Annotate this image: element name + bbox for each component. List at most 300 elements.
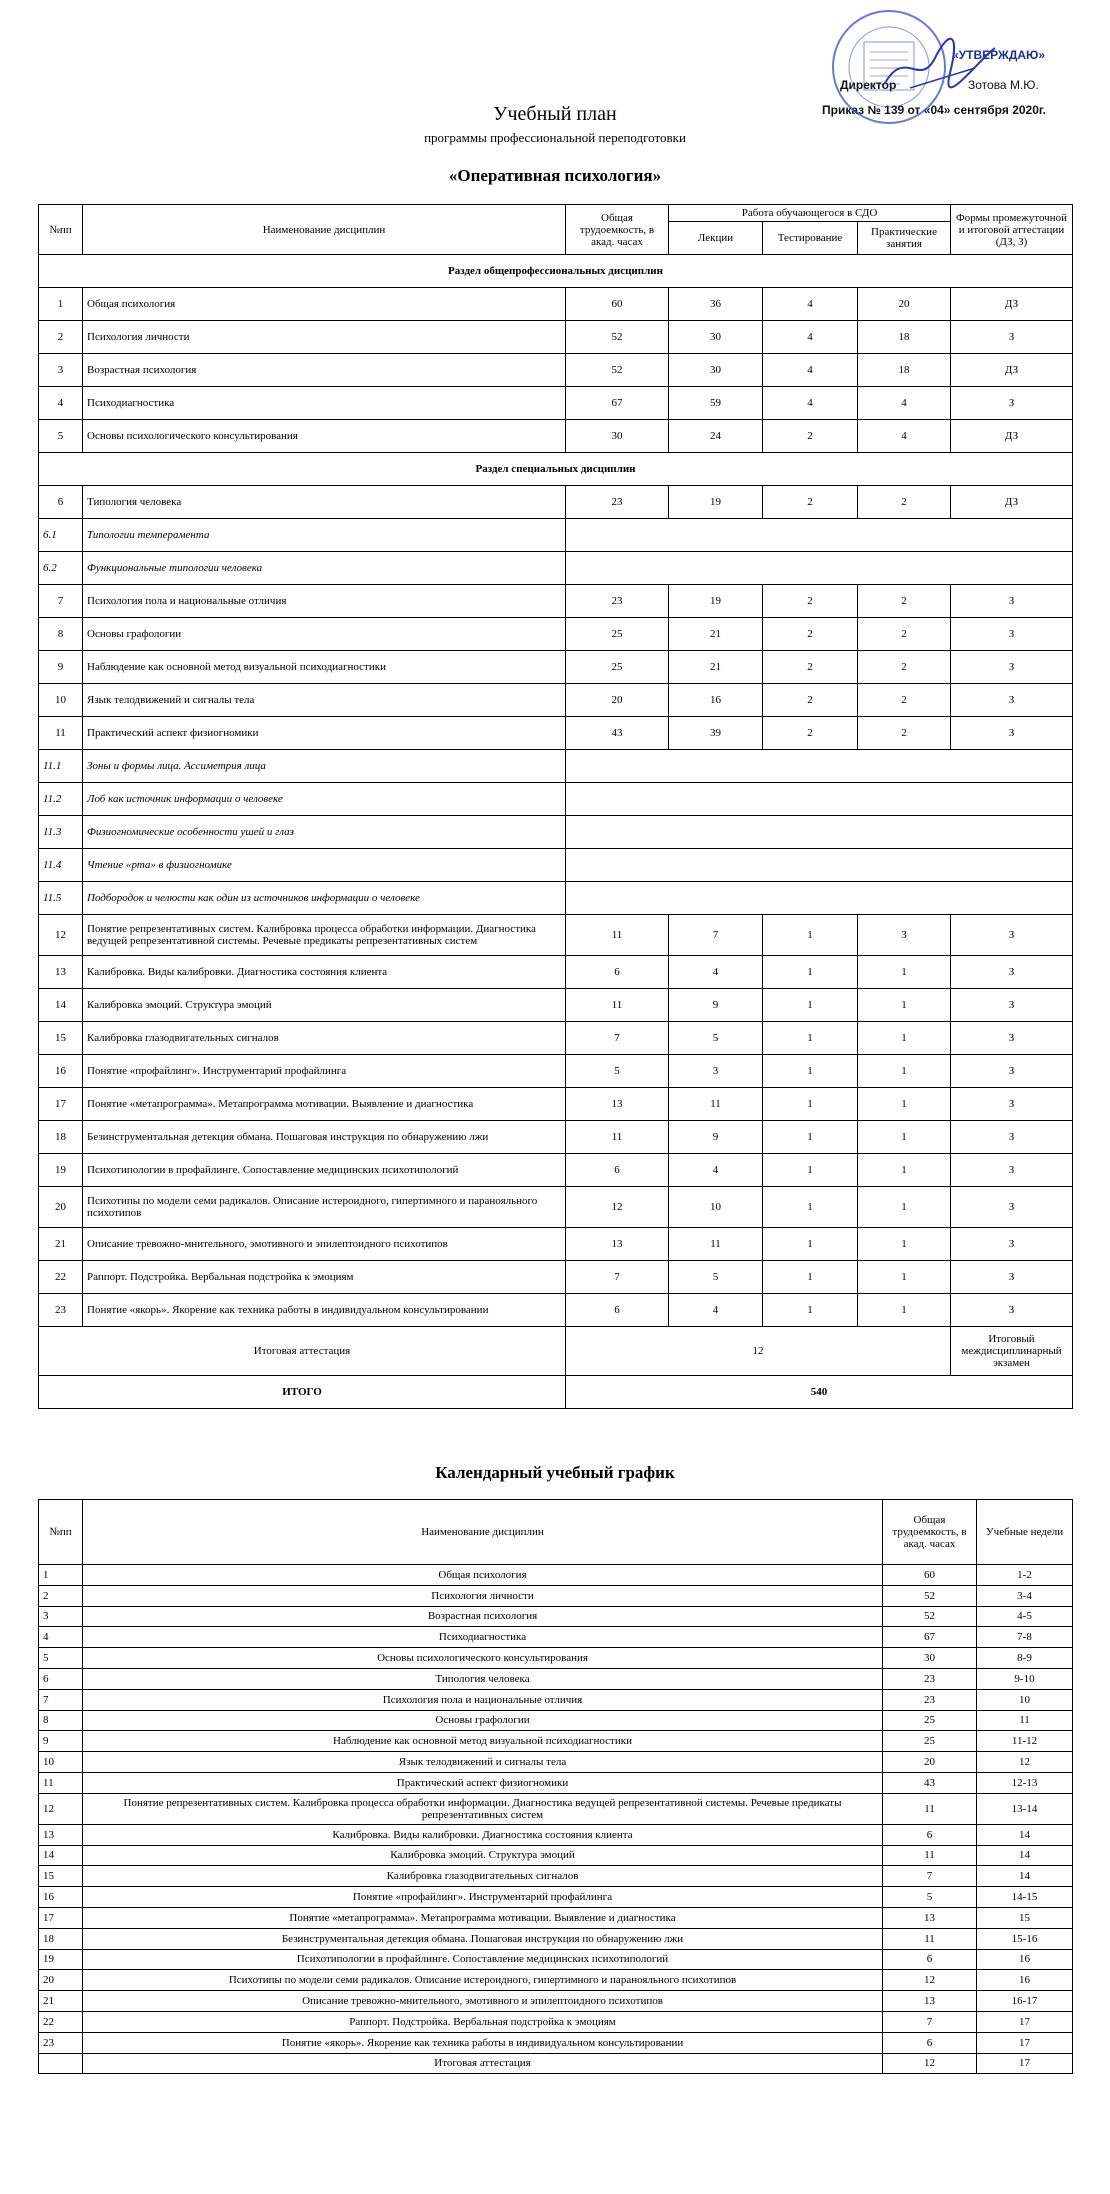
table-row	[39, 585, 1073, 618]
row-practice: 20	[858, 288, 951, 321]
row-lectures: 24	[669, 420, 763, 453]
row-practice: 1	[858, 1088, 951, 1121]
cal-row-name: Калибровка. Виды калибровки. Диагностика состояния клиента	[83, 1824, 883, 1845]
row-lectures: 9	[669, 1121, 763, 1154]
sub-name: Зоны и формы лица. Ассиметрия лица	[83, 750, 566, 783]
total-hours: 540	[566, 1376, 1073, 1409]
cal-row-name: Язык телодвижений и сигналы тела	[83, 1752, 883, 1773]
row-name: Психотипологии в профайлинге. Сопоставление медицинских психотипологий	[83, 1154, 566, 1187]
empty-cell	[566, 783, 1073, 816]
cal-row-hours: 20	[883, 1752, 977, 1773]
row-name: Наблюдение как основной метод визуальной психодиагностики	[83, 651, 566, 684]
cal-row-hours: 11	[883, 1845, 977, 1866]
row-practice: 18	[858, 321, 951, 354]
row-total-hours: 23	[566, 486, 669, 519]
row-number: 23	[39, 1294, 83, 1327]
row-number: 21	[39, 1228, 83, 1261]
sub-row	[39, 519, 1073, 552]
cal-row-hours: 52	[883, 1606, 977, 1627]
calendar-row	[39, 1866, 1073, 1887]
cal-row-hours: 52	[883, 1585, 977, 1606]
row-practice: 1	[858, 1022, 951, 1055]
row-number: 19	[39, 1154, 83, 1187]
table-row	[39, 1294, 1073, 1327]
cal-row-name: Психодиагностика	[83, 1627, 883, 1648]
row-number: 9	[39, 651, 83, 684]
director-label: Директор	[840, 78, 897, 92]
row-form: З	[951, 1228, 1073, 1261]
cal-row-name: Основы графологии	[83, 1710, 883, 1731]
row-lectures: 30	[669, 321, 763, 354]
sub-number: 11.2	[39, 783, 83, 816]
cal-row-name: Типология человека	[83, 1668, 883, 1689]
order-text: Приказ № 139 от «04» сентября 2020г.	[822, 103, 1047, 117]
row-total-hours: 5	[566, 1055, 669, 1088]
cal-row-number: 7	[39, 1689, 83, 1710]
cal-row-name: Возрастная психология	[83, 1606, 883, 1627]
row-lectures: 19	[669, 486, 763, 519]
sub-name: Лоб как источник информации о человеке	[83, 783, 566, 816]
cal-row-hours: 6	[883, 1824, 977, 1845]
cal-row-hours: 25	[883, 1731, 977, 1752]
cal-row-hours: 7	[883, 2011, 977, 2032]
sub-name: Типологии темперамента	[83, 519, 566, 552]
cal-row-weeks: 14	[977, 1866, 1073, 1887]
cal-row-name: Психотипы по модели семи радикалов. Описание истероидного, гипертимного и паранояльного психотипов	[83, 1970, 883, 1991]
cal-row-name: Понятие репрезентативных систем. Калибровка процесса обработки информации. Диагностика ведущей репрезентативной системы. Речевые предикаты репрезентативных систем	[83, 1793, 883, 1824]
cal-row-name: Психология пола и национальные отличия	[83, 1689, 883, 1710]
row-name: Понятие «метапрограмма». Метапрограмма мотивации. Выявление и диагностика	[83, 1088, 566, 1121]
row-form: З	[951, 651, 1073, 684]
sub-row	[39, 552, 1073, 585]
cal-row-weeks: 17	[977, 2011, 1073, 2032]
row-total-hours: 7	[566, 1261, 669, 1294]
director-name: Зотова М.Ю.	[968, 78, 1039, 92]
cal-row-weeks: 11-12	[977, 1731, 1073, 1752]
sub-number: 11.4	[39, 849, 83, 882]
row-testing: 1	[763, 1022, 858, 1055]
row-total-hours: 25	[566, 651, 669, 684]
cal-row-name: Понятие «метапрограмма». Метапрограмма мотивации. Выявление и диагностика	[83, 1907, 883, 1928]
cal-row-name: Калибровка эмоций. Структура эмоций	[83, 1845, 883, 1866]
row-name: Возрастная психология	[83, 354, 566, 387]
program-name: «Оперативная психология»	[448, 166, 662, 185]
row-name: Калибровка. Виды калибровки. Диагностика состояния клиента	[83, 956, 566, 989]
header-total: Общая трудоемкость, в акад. часах	[566, 205, 669, 255]
calendar-row	[39, 1845, 1073, 1866]
row-name: Раппорт. Подстройка. Вербальная подстройка к эмоциям	[83, 1261, 566, 1294]
calendar-row	[39, 2032, 1073, 2053]
calendar-row	[39, 1731, 1073, 1752]
calendar-table	[38, 1499, 1073, 2074]
row-name: Практический аспект физиогномики	[83, 717, 566, 750]
header-name: Наименование дисциплин	[83, 205, 566, 255]
row-total-hours: 67	[566, 387, 669, 420]
row-testing: 4	[763, 288, 858, 321]
cal-row-weeks: 17	[977, 2032, 1073, 2053]
cal-row-weeks: 14	[977, 1824, 1073, 1845]
row-name: Основы психологического консультирования	[83, 420, 566, 453]
row-testing: 1	[763, 1088, 858, 1121]
table-row	[39, 1121, 1073, 1154]
row-lectures: 21	[669, 618, 763, 651]
header-testing: Тестирование	[763, 222, 858, 255]
row-practice: 1	[858, 1154, 951, 1187]
cal-row-number: 21	[39, 1991, 83, 2012]
study-plan-table	[38, 204, 1073, 1409]
row-form: З	[951, 1294, 1073, 1327]
page-subtitle: программы профессиональной переподготовки	[424, 130, 686, 145]
cal-row-weeks: 4-5	[977, 1606, 1073, 1627]
sub-number: 6.2	[39, 552, 83, 585]
row-practice: 1	[858, 1121, 951, 1154]
final-label: Итоговая аттестация	[39, 1327, 566, 1376]
cal-row-hours: 23	[883, 1668, 977, 1689]
cal-row-number: 2	[39, 1585, 83, 1606]
row-testing: 1	[763, 1055, 858, 1088]
cal-row-hours: 67	[883, 1627, 977, 1648]
row-testing: 1	[763, 956, 858, 989]
header-work: Работа обучающегося в СДО	[669, 205, 951, 222]
cal-row-hours: 13	[883, 1991, 977, 2012]
row-lectures: 11	[669, 1088, 763, 1121]
cal-header-num: №пп	[39, 1500, 83, 1565]
row-total-hours: 6	[566, 1154, 669, 1187]
row-name: Психодиагностика	[83, 387, 566, 420]
row-number: 4	[39, 387, 83, 420]
approve-label: «УТВЕРЖДАЮ»	[952, 48, 1046, 62]
calendar-row	[39, 1689, 1073, 1710]
row-form: З	[951, 1261, 1073, 1294]
row-number: 1	[39, 288, 83, 321]
row-number: 20	[39, 1187, 83, 1228]
calendar-row	[39, 1710, 1073, 1731]
row-name: Калибровка глазодвигательных сигналов	[83, 1022, 566, 1055]
calendar-row	[39, 1928, 1073, 1949]
cal-row-weeks: 7-8	[977, 1627, 1073, 1648]
sub-name: Подбородок и челюсти как один из источников информации о человеке	[83, 882, 566, 915]
section-general: Раздел общепрофессиональных дисциплин	[39, 255, 1073, 288]
cal-row-number: 18	[39, 1928, 83, 1949]
cal-row-number: 14	[39, 1845, 83, 1866]
row-total-hours: 30	[566, 420, 669, 453]
row-testing: 1	[763, 1121, 858, 1154]
sub-name: Физиогномические особенности ушей и глаз	[83, 816, 566, 849]
header-practice: Практические занятия	[858, 222, 951, 255]
cal-row-hours: 11	[883, 1928, 977, 1949]
cal-row-number: 19	[39, 1949, 83, 1970]
cal-row-name: Психотипологии в профайлинге. Сопоставление медицинских психотипологий	[83, 1949, 883, 1970]
row-number: 17	[39, 1088, 83, 1121]
row-testing: 2	[763, 486, 858, 519]
row-form: З	[951, 618, 1073, 651]
calendar-row	[39, 1949, 1073, 1970]
row-name: Общая психология	[83, 288, 566, 321]
cal-row-number: 20	[39, 1970, 83, 1991]
row-form: ДЗ	[951, 354, 1073, 387]
row-lectures: 5	[669, 1022, 763, 1055]
row-total-hours: 11	[566, 915, 669, 956]
row-form: З	[951, 915, 1073, 956]
row-testing: 1	[763, 1261, 858, 1294]
table-row	[39, 1154, 1073, 1187]
cal-row-number: 15	[39, 1866, 83, 1887]
row-form: ДЗ	[951, 288, 1073, 321]
row-name: Понятие «профайлинг». Инструментарий профайлинга	[83, 1055, 566, 1088]
cal-row-number: 6	[39, 1668, 83, 1689]
cal-row-hours: 13	[883, 1907, 977, 1928]
cal-row-name: Психология личности	[83, 1585, 883, 1606]
cal-row-weeks: 3-4	[977, 1585, 1073, 1606]
page-title: Учебный план	[493, 103, 617, 125]
row-form: З	[951, 1121, 1073, 1154]
row-testing: 2	[763, 651, 858, 684]
row-lectures: 36	[669, 288, 763, 321]
cal-row-number: 11	[39, 1772, 83, 1793]
row-name: Основы графологии	[83, 618, 566, 651]
calendar-row	[39, 1648, 1073, 1669]
row-number: 5	[39, 420, 83, 453]
calendar-row	[39, 1793, 1073, 1824]
row-testing: 4	[763, 387, 858, 420]
empty-cell	[566, 816, 1073, 849]
row-lectures: 9	[669, 989, 763, 1022]
calendar-row	[39, 1752, 1073, 1773]
row-lectures: 4	[669, 1294, 763, 1327]
sub-name: Функциональные типологии человека	[83, 552, 566, 585]
empty-cell	[566, 552, 1073, 585]
sub-number: 6.1	[39, 519, 83, 552]
table-row	[39, 1187, 1073, 1228]
table-row	[39, 989, 1073, 1022]
row-total-hours: 11	[566, 989, 669, 1022]
row-number: 2	[39, 321, 83, 354]
row-number: 14	[39, 989, 83, 1022]
empty-cell	[566, 882, 1073, 915]
row-number: 3	[39, 354, 83, 387]
cal-row-weeks: 16	[977, 1970, 1073, 1991]
table-row	[39, 420, 1073, 453]
cal-row-name: Общая психология	[83, 1565, 883, 1586]
cal-row-weeks: 10	[977, 1689, 1073, 1710]
row-number: 16	[39, 1055, 83, 1088]
row-lectures: 4	[669, 1154, 763, 1187]
header-num: №пп	[39, 205, 83, 255]
cal-row-number: 5	[39, 1648, 83, 1669]
row-practice: 1	[858, 1294, 951, 1327]
cal-row-number: 13	[39, 1824, 83, 1845]
row-testing: 2	[763, 420, 858, 453]
sub-number: 11.1	[39, 750, 83, 783]
row-form: З	[951, 684, 1073, 717]
cal-row-weeks: 9-10	[977, 1668, 1073, 1689]
row-practice: 4	[858, 387, 951, 420]
row-name: Понятие репрезентативных систем. Калибровка процесса обработки информации. Диагностика ведущей репрезентативной системы. Речевые предикаты репрезентативных систем	[83, 915, 566, 956]
cal-header-weeks: Учебные недели	[977, 1500, 1073, 1565]
row-practice: 2	[858, 585, 951, 618]
sub-row	[39, 849, 1073, 882]
row-form: З	[951, 956, 1073, 989]
cal-row-hours: 43	[883, 1772, 977, 1793]
cal-row-hours: 12	[883, 1970, 977, 1991]
cal-row-name: Описание тревожно-мнительного, эмотивного и эпилептоидного психотипов	[83, 1991, 883, 2012]
row-number: 18	[39, 1121, 83, 1154]
cal-row-name: Калибровка глазодвигательных сигналов	[83, 1866, 883, 1887]
row-form: З	[951, 1022, 1073, 1055]
row-practice: 1	[858, 989, 951, 1022]
row-practice: 2	[858, 486, 951, 519]
row-form: З	[951, 717, 1073, 750]
cal-row-number: 3	[39, 1606, 83, 1627]
calendar-row	[39, 1824, 1073, 1845]
row-practice: 1	[858, 956, 951, 989]
cal-row-name: Безинструментальная детекция обмана. Пошаговая инструкция по обнаружению лжи	[83, 1928, 883, 1949]
row-total-hours: 23	[566, 585, 669, 618]
calendar-row	[39, 1606, 1073, 1627]
row-practice: 1	[858, 1055, 951, 1088]
row-practice: 18	[858, 354, 951, 387]
cal-row-hours: 6	[883, 1949, 977, 1970]
row-lectures: 3	[669, 1055, 763, 1088]
row-testing: 2	[763, 618, 858, 651]
row-total-hours: 25	[566, 618, 669, 651]
calendar-row	[39, 1627, 1073, 1648]
row-lectures: 4	[669, 956, 763, 989]
row-lectures: 11	[669, 1228, 763, 1261]
row-practice: 1	[858, 1261, 951, 1294]
table-row	[39, 288, 1073, 321]
calendar-row	[39, 1565, 1073, 1586]
row-testing: 2	[763, 585, 858, 618]
cal-row-weeks: 16-17	[977, 1991, 1073, 2012]
row-name: Описание тревожно-мнительного, эмотивного и эпилептоидного психотипов	[83, 1228, 566, 1261]
table-row	[39, 684, 1073, 717]
final-hours: 12	[566, 1327, 951, 1376]
cal-row-weeks: 8-9	[977, 1648, 1073, 1669]
cal-row-name: Понятие «якорь». Якорение как техника работы в индивидуальном консультировании	[83, 2032, 883, 2053]
row-total-hours: 20	[566, 684, 669, 717]
cal-row-name: Основы психологического консультирования	[83, 1648, 883, 1669]
table-row	[39, 1228, 1073, 1261]
row-total-hours: 13	[566, 1228, 669, 1261]
cal-row-hours: 30	[883, 1648, 977, 1669]
cal-row-number: 17	[39, 1907, 83, 1928]
cal-row-hours: 6	[883, 2032, 977, 2053]
row-lectures: 19	[669, 585, 763, 618]
cal-row-weeks: 15-16	[977, 1928, 1073, 1949]
cal-header-total: Общая трудоемкость, в акад. часах	[883, 1500, 977, 1565]
cal-final-hours: 12	[883, 2053, 977, 2074]
sub-row	[39, 783, 1073, 816]
row-name: Язык телодвижений и сигналы тела	[83, 684, 566, 717]
calendar-row	[39, 1772, 1073, 1793]
calendar-row	[39, 1887, 1073, 1908]
row-name: Безинструментальная детекция обмана. Пошаговая инструкция по обнаружению лжи	[83, 1121, 566, 1154]
cal-row-weeks: 12	[977, 1752, 1073, 1773]
cal-row-number: 1	[39, 1565, 83, 1586]
cal-header-name: Наименование дисциплин	[83, 1500, 883, 1565]
header-forms: Формы промежуточной и итоговой аттестации (ДЗ, З)	[951, 205, 1073, 255]
cal-row-number: 12	[39, 1793, 83, 1824]
cal-row-weeks: 1-2	[977, 1565, 1073, 1586]
cal-row-weeks: 11	[977, 1710, 1073, 1731]
row-total-hours: 11	[566, 1121, 669, 1154]
table-row	[39, 1022, 1073, 1055]
sub-number: 11.5	[39, 882, 83, 915]
row-lectures: 30	[669, 354, 763, 387]
table-row	[39, 717, 1073, 750]
row-number: 22	[39, 1261, 83, 1294]
row-testing: 2	[763, 717, 858, 750]
row-total-hours: 13	[566, 1088, 669, 1121]
table-row	[39, 618, 1073, 651]
sub-row	[39, 750, 1073, 783]
cal-final-name: Итоговая аттестация	[83, 2053, 883, 2074]
cal-row-name: Практический аспект физиогномики	[83, 1772, 883, 1793]
row-practice: 2	[858, 651, 951, 684]
row-number: 13	[39, 956, 83, 989]
row-form: З	[951, 387, 1073, 420]
table-row	[39, 354, 1073, 387]
table-row	[39, 915, 1073, 956]
cal-row-hours: 25	[883, 1710, 977, 1731]
row-testing: 1	[763, 1294, 858, 1327]
cal-row-number: 23	[39, 2032, 83, 2053]
cal-row-weeks: 15	[977, 1907, 1073, 1928]
cal-row-number: 22	[39, 2011, 83, 2032]
row-lectures: 10	[669, 1187, 763, 1228]
calendar-row	[39, 2011, 1073, 2032]
header-lectures: Лекции	[669, 222, 763, 255]
cal-row-name: Раппорт. Подстройка. Вербальная подстройка к эмоциям	[83, 2011, 883, 2032]
cal-row-number: 9	[39, 1731, 83, 1752]
row-total-hours: 52	[566, 354, 669, 387]
cal-row-number: 4	[39, 1627, 83, 1648]
row-testing: 1	[763, 1187, 858, 1228]
row-lectures: 5	[669, 1261, 763, 1294]
row-practice: 3	[858, 915, 951, 956]
row-total-hours: 6	[566, 956, 669, 989]
row-number: 15	[39, 1022, 83, 1055]
sub-number: 11.3	[39, 816, 83, 849]
row-testing: 1	[763, 915, 858, 956]
row-practice: 1	[858, 1228, 951, 1261]
row-name: Психология пола и национальные отличия	[83, 585, 566, 618]
row-total-hours: 52	[566, 321, 669, 354]
calendar-row	[39, 1668, 1073, 1689]
empty-cell	[566, 750, 1073, 783]
cal-row-hours: 23	[883, 1689, 977, 1710]
row-form: ДЗ	[951, 486, 1073, 519]
row-total-hours: 7	[566, 1022, 669, 1055]
row-practice: 2	[858, 684, 951, 717]
sub-row	[39, 816, 1073, 849]
row-lectures: 21	[669, 651, 763, 684]
cal-row-weeks: 13-14	[977, 1793, 1073, 1824]
row-form: З	[951, 1088, 1073, 1121]
row-total-hours: 12	[566, 1187, 669, 1228]
cal-row-name: Понятие «профайлинг». Инструментарий профайлинга	[83, 1887, 883, 1908]
calendar-row	[39, 1907, 1073, 1928]
empty-cell	[566, 519, 1073, 552]
row-name: Калибровка эмоций. Структура эмоций	[83, 989, 566, 1022]
cal-final-weeks: 17	[977, 2053, 1073, 2074]
row-name: Психотипы по модели семи радикалов. Описание истероидного, гипертимного и паранояльного психотипов	[83, 1187, 566, 1228]
section-special: Раздел специальных дисциплин	[39, 453, 1073, 486]
row-lectures: 59	[669, 387, 763, 420]
row-lectures: 7	[669, 915, 763, 956]
row-lectures: 39	[669, 717, 763, 750]
